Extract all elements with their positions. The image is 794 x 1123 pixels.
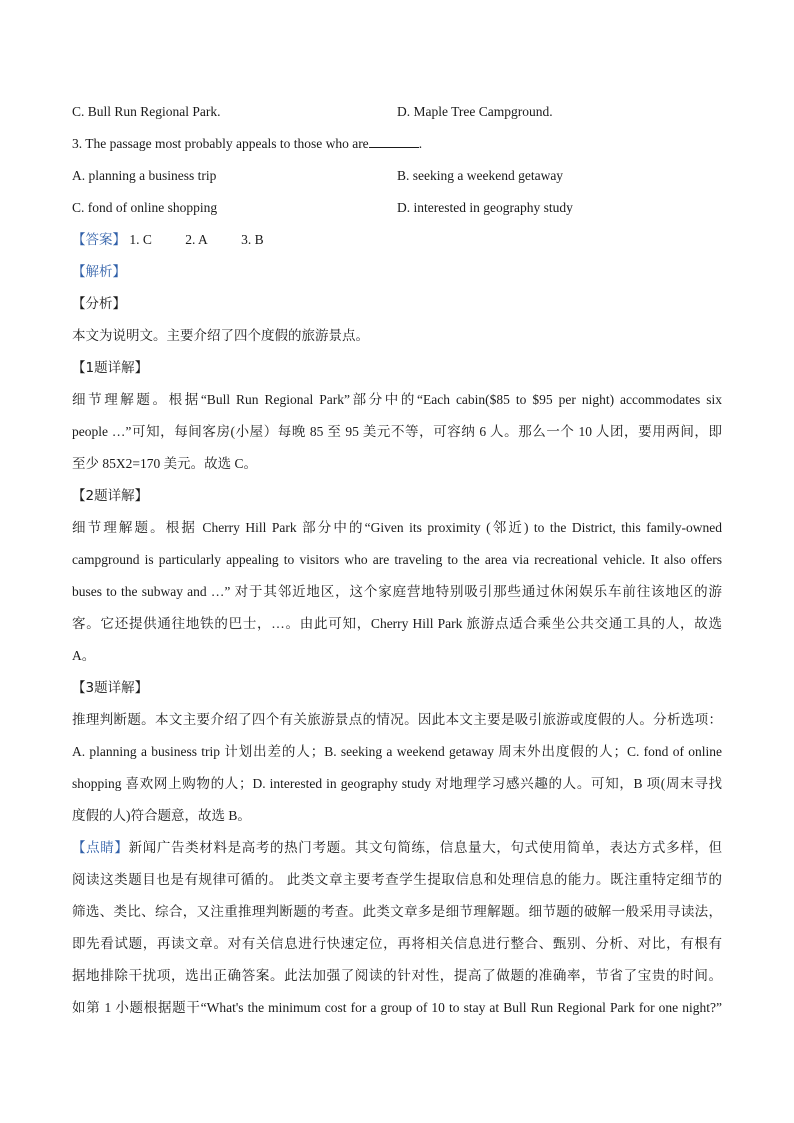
- answer-line: [72, 224, 722, 256]
- detail-2-heading: 【2题详解】: [72, 488, 149, 504]
- paragraph-line: 细节理解题。根据 Cherry Hill Park 部分中的“Given its proximity (邻近) to the District, this family-owned: [72, 520, 722, 535]
- fenxi-heading: 【分析】: [72, 296, 126, 312]
- q2-options-row: [72, 96, 722, 128]
- detail-3-heading: 【3题详解】: [72, 680, 149, 696]
- paragraph-line: 即先看试题，再读文章。对有关信息进行快速定位，再将相关信息进行整合、甄别、分析、对比，有根有: [72, 936, 722, 951]
- option-d: D. interested in geography study: [397, 200, 573, 215]
- question-stem-text: 3. The passage most probably appeals to those who are: [72, 136, 369, 151]
- option-c: C. fond of online shopping: [72, 200, 218, 215]
- jiexi-heading: 【解析】: [72, 264, 126, 280]
- question-3-stem: [72, 128, 722, 160]
- option-d: D. Maple Tree Campground.: [397, 104, 553, 119]
- option-a: A. planning a business trip: [72, 168, 217, 183]
- paragraph-line: 如第 1 小题根据题干“What's the minimum cost for a group of 10 to stay at Bull Run Regional Park for one night?”: [72, 1000, 722, 1015]
- paragraph-line: 阅读这类题目也是有规律可循的。 此类文章主要考查学生提取信息和处理信息的能力。既注重特定细节的: [72, 872, 722, 887]
- answer-2: 2. A: [185, 232, 208, 247]
- paragraph-line: 度假的人)符合题意，故选 B。: [72, 808, 251, 823]
- paragraph-line: shopping 喜欢网上购物的人；D. interested in geography study 对地理学习感兴趣的人。可知，B 项(周末寻找: [72, 776, 722, 791]
- paragraph-line: 据地排除干扰项，选出正确答案。此法加强了阅读的针对性，提高了做题的准确率，节省了宝贵的时间。: [72, 968, 722, 983]
- answer-blank: [369, 135, 419, 148]
- paragraph-line: buses to the subway and …” 对于其邻近地区，这个家庭营地特别吸引那些通过休闲娱乐车前往该地区的游: [72, 584, 722, 599]
- dianjing-tag: 【点睛】: [72, 840, 129, 856]
- q3-options-row-2: [72, 192, 722, 224]
- paragraph-line: 至少 85X2=170 美元。故选 C。: [72, 456, 257, 471]
- option-b: B. seeking a weekend getaway: [397, 168, 564, 183]
- paragraph-line: 细节理解题。根据“Bull Run Regional Park”部分中的“Each cabin($85 to $95 per night) accommodates six: [72, 392, 722, 407]
- paragraph-line: A。: [72, 648, 96, 663]
- paragraph-line: people …”可知，每间客房(小屋）每晚 85 至 95 美元不等，可容纳 6 人。那么一个 10 人团，要用两间，即: [72, 424, 722, 439]
- paragraph-line: 客。它还提供通往地铁的巴士，…。由此可知，Cherry Hill Park 旅游点适合乘坐公共交通工具的人，故选: [72, 616, 722, 631]
- dianjing-first-line: 【点睛】新闻广告类材料是高考的热门考题。其文句简练，信息量大，句式使用简单，表达方式多样，但: [72, 840, 722, 856]
- paragraph-line: campground is particularly appealing to visitors who are traveling to the area via recreational vehicle. It also offers: [72, 552, 722, 567]
- question-stem-end: .: [418, 136, 423, 151]
- answer-3: 3. B: [241, 232, 264, 247]
- paragraph-line: 筛选、类比、综合，又注重推理判断题的考查。此类文章多是细节理解题。细节题的破解一般采用寻读法，: [72, 904, 722, 919]
- q3-options-row-1: [72, 160, 722, 192]
- paragraph-line: A. planning a business trip 计划出差的人；B. seeking a weekend getaway 周末外出度假的人；C. fond of online: [72, 744, 722, 759]
- paragraph-line: 推理判断题。本文主要介绍了四个有关旅游景点的情况。因此本文主要是吸引旅游或度假的人。分析选项：: [72, 712, 722, 727]
- answer-1: 1. C: [129, 232, 152, 247]
- summary-text: 本文为说明文。主要介绍了四个度假的旅游景点。: [72, 328, 369, 344]
- answer-tag: 【答案】: [72, 232, 126, 248]
- option-c: C. Bull Run Regional Park.: [72, 104, 221, 119]
- detail-1-heading: 【1题详解】: [72, 360, 149, 376]
- document-page: [72, 96, 722, 1024]
